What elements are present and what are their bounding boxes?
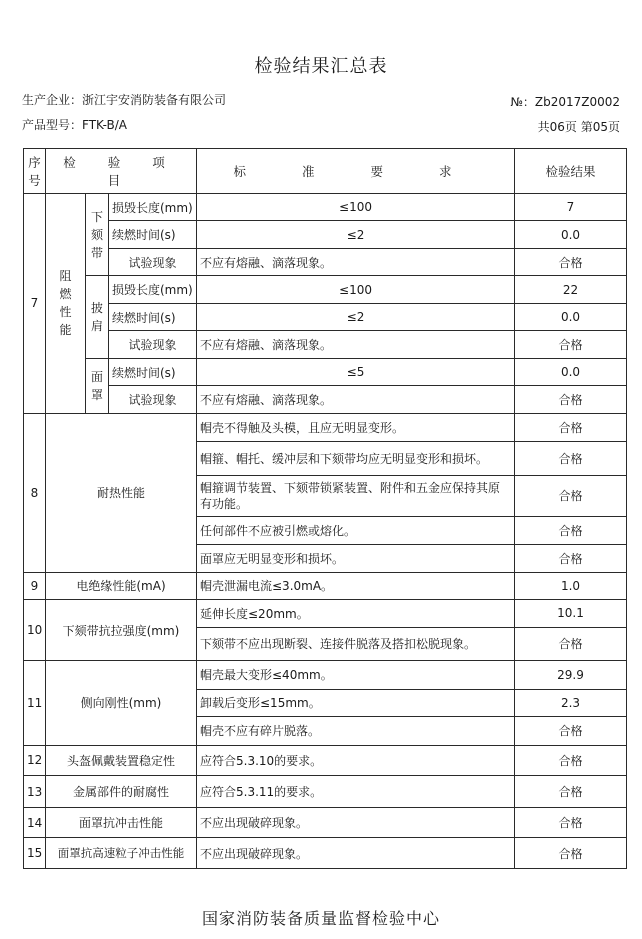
issuing-authority: 国家消防装备质量监督检验中心: [201, 909, 440, 928]
row13-result: 合格: [515, 776, 627, 808]
row7-e-standard: ≤2: [197, 303, 515, 330]
row8-result-1: 合格: [515, 413, 627, 442]
row14-result: 合格: [515, 807, 627, 838]
report-number: №：Zb2017Z0002: [510, 95, 620, 109]
row7-a-standard: ≤100: [197, 194, 515, 221]
row11-item: 侧向刚性(mm): [46, 661, 197, 745]
row8-standard-5: 面罩应无明显变形和损坏。: [197, 545, 515, 572]
results-table: [23, 148, 627, 869]
table-row: [24, 303, 627, 330]
table-row: [24, 745, 627, 776]
page-count: 共06页 第05页: [537, 120, 620, 134]
row9-standard: 帽壳泄漏电流≤3.0mA。: [197, 572, 515, 599]
row14-item: 面罩抗冲击性能: [46, 807, 197, 838]
row12-item: 头盔佩戴装置稳定性: [46, 745, 197, 776]
row7-c-item: 试验现象: [109, 248, 197, 275]
row9-result: 1.0: [515, 572, 627, 599]
row8-standard-3: 帽箍调节装置、下颏带锁紧装置、附件和五金应保持其原有功能。: [197, 475, 515, 516]
table-row: [24, 276, 627, 303]
row10-item: 下颏带抗拉强度(mm): [46, 600, 197, 661]
row7-e-item: 续燃时间(s): [109, 303, 197, 330]
row7-a-item: 损毁长度(mm): [109, 194, 197, 221]
table-row: [24, 776, 627, 808]
row15-result: 合格: [515, 838, 627, 869]
row9-item: 电绝缘性能(mA): [46, 572, 197, 599]
table-row: [24, 661, 627, 690]
row7-b-standard: ≤2: [197, 221, 515, 248]
table-row: [24, 807, 627, 838]
manufacturer: 生产企业：浙江宇安消防装备有限公司: [22, 93, 227, 107]
row7-category: 阻燃性能: [46, 194, 86, 414]
table-row: [24, 600, 627, 627]
row11-result-2: 2.3: [515, 689, 627, 716]
row8-result-5: 合格: [515, 545, 627, 572]
document-title: 检验结果汇总表: [254, 56, 388, 77]
row14-standard: 不应出现破碎现象。: [197, 807, 515, 838]
row7-g-standard: ≤5: [197, 358, 515, 385]
row7-g-item: 续燃时间(s): [109, 358, 197, 385]
table-row: [24, 572, 627, 599]
row7-f-standard: 不应有熔融、滴落现象。: [197, 331, 515, 358]
table-header: [24, 149, 627, 194]
row8-standard-4: 任何部件不应被引燃或熔化。: [197, 516, 515, 545]
row11-result-3: 合格: [515, 717, 627, 746]
table-row: [24, 838, 627, 869]
row8-seq: 8: [24, 413, 46, 572]
table-row: [24, 358, 627, 385]
row7-d-standard: ≤100: [197, 276, 515, 303]
row11-standard-1: 帽壳最大变形≤40mm。: [197, 661, 515, 690]
row11-standard-2: 卸载后变形≤15mm。: [197, 689, 515, 716]
row8-item: 耐热性能: [46, 413, 197, 572]
header-standard: 标 准 要 求: [197, 149, 515, 194]
table-row: [24, 194, 627, 221]
row11-result-1: 29.9: [515, 661, 627, 690]
row14-seq: 14: [24, 807, 46, 838]
row7-e-result: 0.0: [515, 303, 627, 330]
row15-standard: 不应出现破碎现象。: [197, 838, 515, 869]
table-row: [24, 413, 627, 442]
row13-standard: 应符合5.3.11的要求。: [197, 776, 515, 808]
row7-b-result: 0.0: [515, 221, 627, 248]
row7-group-chinstrap: 下颏带: [86, 194, 109, 276]
product-model: 产品型号：FTK-B/A: [22, 118, 128, 132]
row11-standard-3: 帽壳不应有碎片脱落。: [197, 717, 515, 746]
row8-result-4: 合格: [515, 516, 627, 545]
row7-seq: 7: [24, 194, 46, 414]
row12-standard: 应符合5.3.10的要求。: [197, 745, 515, 776]
row10-result-1: 10.1: [515, 600, 627, 627]
header-seq: 序号: [24, 149, 46, 194]
header-result: 检验结果: [515, 149, 627, 194]
row7-d-item: 损毁长度(mm): [109, 276, 197, 303]
row7-a-result: 7: [515, 194, 627, 221]
row10-standard-1: 延伸长度≤20mm。: [197, 600, 515, 627]
row13-item: 金属部件的耐腐性: [46, 776, 197, 808]
row7-d-result: 22: [515, 276, 627, 303]
row7-c-standard: 不应有熔融、滴落现象。: [197, 248, 515, 275]
table-row: [24, 386, 627, 413]
row9-seq: 9: [24, 572, 46, 599]
row7-h-standard: 不应有熔融、滴落现象。: [197, 386, 515, 413]
row8-standard-1: 帽壳不得触及头模，且应无明显变形。: [197, 413, 515, 442]
row10-result-2: 合格: [515, 627, 627, 661]
row7-h-item: 试验现象: [109, 386, 197, 413]
row12-result: 合格: [515, 745, 627, 776]
row7-group-visor: 面罩: [86, 358, 109, 413]
row12-seq: 12: [24, 745, 46, 776]
header-item: 检 验 项 目: [46, 149, 197, 194]
row15-item: 面罩抗高速粒子冲击性能: [46, 838, 197, 869]
row8-standard-2: 帽箍、帽托、缓冲层和下颏带均应无明显变形和损坏。: [197, 442, 515, 476]
row7-f-item: 试验现象: [109, 331, 197, 358]
row7-c-result: 合格: [515, 248, 627, 275]
row13-seq: 13: [24, 776, 46, 808]
row7-g-result: 0.0: [515, 358, 627, 385]
row7-h-result: 合格: [515, 386, 627, 413]
row7-f-result: 合格: [515, 331, 627, 358]
table-row: [24, 331, 627, 358]
row10-seq: 10: [24, 600, 46, 661]
row7-group-cape: 披肩: [86, 276, 109, 358]
row8-result-2: 合格: [515, 442, 627, 476]
row11-seq: 11: [24, 661, 46, 745]
row10-standard-2: 下颏带不应出现断裂、连接件脱落及搭扣松脱现象。: [197, 627, 515, 661]
row15-seq: 15: [24, 838, 46, 869]
row8-result-3: 合格: [515, 475, 627, 516]
table-row: [24, 221, 627, 248]
row7-b-item: 续燃时间(s): [109, 221, 197, 248]
table-row: [24, 248, 627, 275]
